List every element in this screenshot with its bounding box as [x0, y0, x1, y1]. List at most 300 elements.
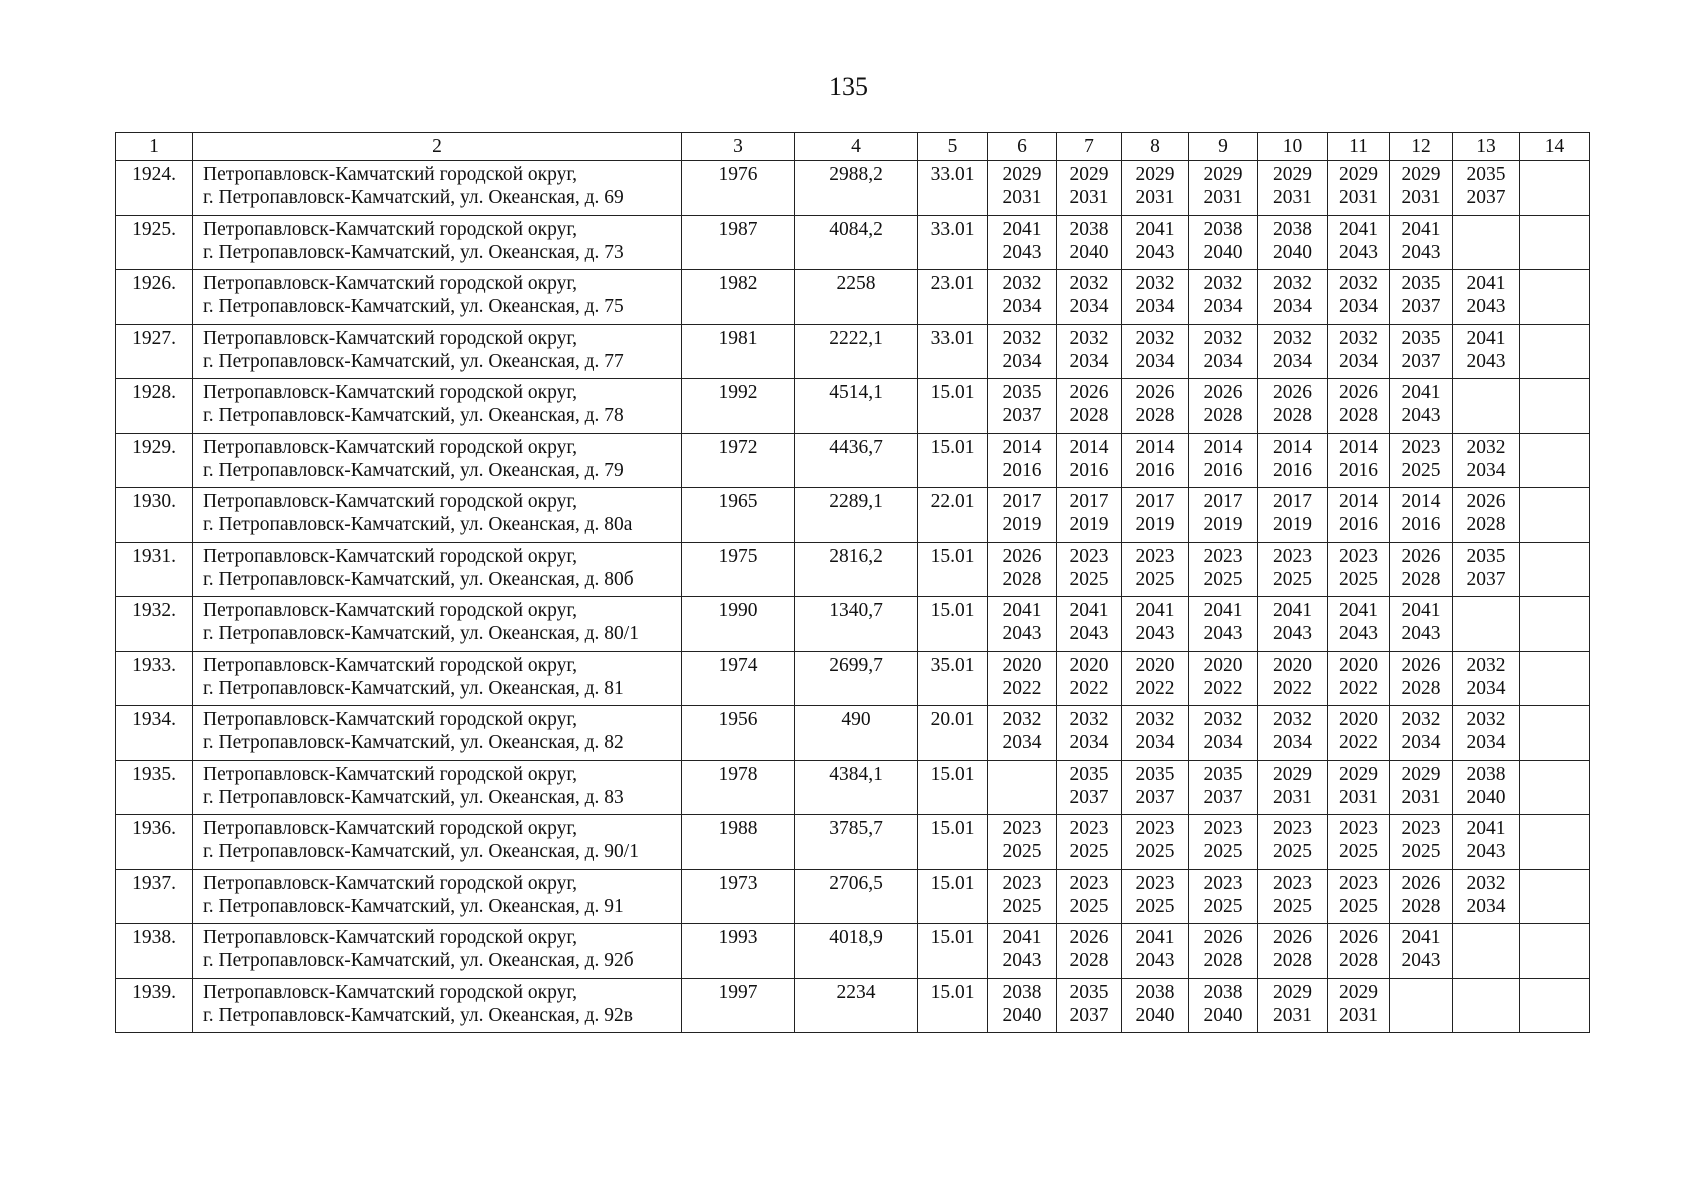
- period-end-year: 2028: [1401, 895, 1441, 917]
- period-cell: [1520, 869, 1590, 924]
- period-cell: [988, 433, 1057, 488]
- period-start-year: 2023: [1273, 545, 1312, 567]
- address-line-street: г. Петропавловск-Камчатский, ул. Океанская, д. 90/1: [203, 841, 639, 862]
- address-line-district: Петропавловск-Камчатский городской округ,: [203, 818, 578, 839]
- period-start-year: 2038: [1002, 981, 1042, 1003]
- column-header: 5: [918, 133, 988, 161]
- period-cell: [1328, 706, 1390, 761]
- period-cell: [1258, 760, 1328, 815]
- table-row: [116, 924, 1590, 979]
- address-cell: [193, 815, 682, 870]
- period-end-year: 2034: [1466, 677, 1506, 699]
- period-end-year: 2028: [1203, 405, 1243, 426]
- address-line-street: г. Петропавловск-Камчатский, ул. Океанская, д. 82: [203, 732, 624, 753]
- period-start-year: 2023: [1339, 818, 1378, 839]
- period-end-year: 2028: [1339, 950, 1378, 971]
- period-start-year: 2041: [1135, 600, 1175, 621]
- period-cell: [1520, 760, 1590, 815]
- period-start-year: 2032: [1401, 709, 1441, 730]
- period-cell: [1328, 270, 1390, 325]
- period-start-year: 2032: [1002, 273, 1042, 294]
- row-number: 1931.: [116, 542, 193, 597]
- period-start-year: 2035: [1401, 327, 1441, 349]
- column-header: 4: [795, 133, 918, 161]
- address-line-district: Петропавловск-Камчатский городской округ,: [203, 491, 578, 512]
- period-start-year: 2014: [1002, 436, 1042, 458]
- period-start-year: 2035: [1069, 981, 1109, 1003]
- period-cell: [1258, 978, 1328, 1033]
- period-end-year: 2040: [1002, 1004, 1042, 1026]
- period-start-year: 2041: [1401, 927, 1441, 948]
- period-cell: [1258, 270, 1328, 325]
- total-area: 4084,2: [795, 215, 918, 270]
- period-cell: [1189, 433, 1258, 488]
- address-line-district: Петропавловск-Камчатский городской округ,: [203, 436, 578, 458]
- period-start-year: 2035: [1069, 763, 1109, 785]
- period-start-year: 2020: [1203, 654, 1243, 676]
- period-end-year: 2037: [1203, 786, 1243, 808]
- period-end-year: 2019: [1002, 514, 1042, 535]
- address-line-street: г. Петропавловск-Камчатский, ул. Океанская, д. 81: [203, 677, 624, 699]
- period-end-year: 2043: [1466, 841, 1506, 862]
- period-end-year: 2043: [1339, 623, 1378, 644]
- address-line-district: Петропавловск-Камчатский городской округ,: [203, 382, 578, 403]
- period-start-year: 2029: [1339, 981, 1378, 1003]
- period-end-year: 2037: [1069, 1004, 1109, 1026]
- period-cell: [1122, 324, 1189, 379]
- period-cell: [988, 270, 1057, 325]
- period-cell: [1122, 433, 1189, 488]
- period-start-year: 2023: [1401, 436, 1441, 458]
- period-cell: [988, 215, 1057, 270]
- column-header: 11: [1328, 133, 1390, 161]
- table-row: [116, 597, 1590, 652]
- construction-year: 1997: [682, 978, 795, 1033]
- period-start-year: 2026: [1466, 491, 1506, 512]
- period-end-year: 2025: [1401, 459, 1441, 481]
- period-end-year: 2043: [1466, 296, 1506, 317]
- period-cell: [1453, 815, 1520, 870]
- period-start-year: 2029: [1339, 164, 1378, 185]
- period-cell: [988, 651, 1057, 706]
- period-cell: [1057, 869, 1122, 924]
- period-end-year: 2028: [1273, 950, 1312, 971]
- period-cell: [1328, 760, 1390, 815]
- period-cell: [1189, 488, 1258, 543]
- period-start-year: 2014: [1069, 436, 1109, 458]
- period-end-year: 2025: [1273, 895, 1312, 917]
- period-start-year: 2032: [1135, 709, 1175, 730]
- table-row: [116, 542, 1590, 597]
- period-start-year: 2032: [1069, 273, 1109, 294]
- period-end-year: 2022: [1135, 677, 1175, 699]
- period-start-year: 2026: [1339, 382, 1378, 403]
- period-end-year: 2028: [1273, 405, 1312, 426]
- period-cell: [1520, 706, 1590, 761]
- period-start-year: 2029: [1069, 164, 1109, 185]
- period-cell: [1189, 651, 1258, 706]
- period-cell: [1328, 978, 1390, 1033]
- period-cell: [1390, 161, 1453, 216]
- period-start-year: 2041: [1002, 927, 1042, 948]
- table-row: [116, 706, 1590, 761]
- column-header: 7: [1057, 133, 1122, 161]
- period-start-year: 2041: [1466, 327, 1506, 349]
- period-start-year: 2026: [1401, 545, 1441, 567]
- period-cell: [1453, 270, 1520, 325]
- period-end-year: 2028: [1401, 568, 1441, 590]
- period-end-year: 2043: [1203, 623, 1243, 644]
- total-area: 2988,2: [795, 161, 918, 216]
- period-cell: [1453, 433, 1520, 488]
- period-end-year: 2034: [1069, 350, 1109, 372]
- period-cell: [988, 760, 1057, 815]
- period-end-year: 2028: [1339, 405, 1378, 426]
- period-start-year: 2041: [1339, 218, 1378, 240]
- construction-year: 1990: [682, 597, 795, 652]
- column-header: 3: [682, 133, 795, 161]
- period-cell: [1520, 978, 1590, 1033]
- table-row: [116, 760, 1590, 815]
- period-cell: [1122, 488, 1189, 543]
- period-cell: [1189, 978, 1258, 1033]
- period-start-year: 2023: [1339, 872, 1378, 894]
- period-cell: [1189, 869, 1258, 924]
- period-cell: [1258, 215, 1328, 270]
- period-cell: [1390, 651, 1453, 706]
- period-start-year: 2035: [1135, 763, 1175, 785]
- column-header: 2: [193, 133, 682, 161]
- period-cell: [1122, 651, 1189, 706]
- construction-year: 1981: [682, 324, 795, 379]
- period-cell: [1390, 869, 1453, 924]
- period-cell: [1520, 270, 1590, 325]
- total-area: 2699,7: [795, 651, 918, 706]
- period-end-year: 2037: [1466, 568, 1506, 590]
- total-area: 2706,5: [795, 869, 918, 924]
- period-start-year: 2029: [1135, 164, 1175, 185]
- period-start-year: 2038: [1069, 218, 1109, 240]
- period-cell: [1453, 924, 1520, 979]
- period-cell: [1328, 324, 1390, 379]
- table-row: [116, 978, 1590, 1033]
- period-start-year: 2035: [1401, 273, 1441, 294]
- address-cell: [193, 488, 682, 543]
- construction-year: 1975: [682, 542, 795, 597]
- address-line-district: Петропавловск-Камчатский городской округ,: [203, 654, 578, 676]
- address-cell: [193, 161, 682, 216]
- address-line-street: г. Петропавловск-Камчатский, ул. Океанская, д. 73: [203, 241, 624, 263]
- period-end-year: 2022: [1002, 677, 1042, 699]
- construction-year: 1976: [682, 161, 795, 216]
- period-end-year: 2016: [1002, 459, 1042, 481]
- total-area: 4436,7: [795, 433, 918, 488]
- construction-year: 1988: [682, 815, 795, 870]
- period-end-year: 2025: [1069, 841, 1109, 862]
- period-cell: [1122, 869, 1189, 924]
- period-end-year: 2028: [1069, 950, 1109, 971]
- address-line-street: г. Петропавловск-Камчатский, ул. Океанская, д. 80а: [203, 514, 633, 535]
- address-line-district: Петропавловск-Камчатский городской округ,: [203, 600, 578, 621]
- address-line-district: Петропавловск-Камчатский городской округ,: [203, 981, 578, 1003]
- period-end-year: 2034: [1203, 350, 1243, 372]
- period-end-year: 2034: [1273, 296, 1312, 317]
- period-start-year: 2029: [1339, 763, 1378, 785]
- period-start-year: 2041: [1466, 273, 1506, 294]
- address-cell: [193, 597, 682, 652]
- period-cell: [988, 978, 1057, 1033]
- period-end-year: 2022: [1339, 677, 1378, 699]
- period-cell: [1520, 815, 1590, 870]
- period-start-year: 2041: [1466, 818, 1506, 839]
- period-cell: [988, 706, 1057, 761]
- period-end-year: 2025: [1135, 895, 1175, 917]
- period-end-year: 2028: [1069, 405, 1109, 426]
- address-line-district: Петропавловск-Камчатский городской округ,: [203, 164, 578, 185]
- period-start-year: 2023: [1273, 818, 1312, 839]
- row-number: 1930.: [116, 488, 193, 543]
- period-cell: [1453, 542, 1520, 597]
- period-start-year: 2026: [1203, 382, 1243, 403]
- period-cell: [1328, 597, 1390, 652]
- total-area: 4018,9: [795, 924, 918, 979]
- period-end-year: 2034: [1466, 459, 1506, 481]
- table-header-row: [116, 133, 1590, 161]
- period-cell: [1258, 869, 1328, 924]
- row-number: 1926.: [116, 270, 193, 325]
- period-start-year: 2020: [1339, 709, 1378, 730]
- code: 23.01: [918, 270, 988, 325]
- period-cell: [1328, 869, 1390, 924]
- period-end-year: 2016: [1203, 459, 1243, 481]
- row-number: 1932.: [116, 597, 193, 652]
- period-start-year: 2020: [1135, 654, 1175, 676]
- period-end-year: 2031: [1401, 187, 1441, 208]
- housing-register-table: [115, 132, 1590, 1033]
- period-start-year: 2023: [1002, 818, 1042, 839]
- code: 15.01: [918, 542, 988, 597]
- address-line-district: Петропавловск-Камчатский городской округ,: [203, 927, 578, 948]
- construction-year: 1993: [682, 924, 795, 979]
- period-end-year: 2025: [1339, 895, 1378, 917]
- row-number: 1936.: [116, 815, 193, 870]
- period-start-year: 2029: [1401, 763, 1441, 785]
- period-start-year: 2029: [1401, 164, 1441, 185]
- construction-year: 1973: [682, 869, 795, 924]
- period-cell: [1390, 542, 1453, 597]
- period-start-year: 2035: [1002, 382, 1042, 403]
- period-cell: [1390, 815, 1453, 870]
- period-cell: [1520, 324, 1590, 379]
- period-end-year: 2034: [1203, 296, 1243, 317]
- period-cell: [1122, 597, 1189, 652]
- period-start-year: 2023: [1069, 545, 1109, 567]
- period-cell: [1057, 379, 1122, 434]
- period-cell: [1057, 270, 1122, 325]
- period-cell: [1328, 433, 1390, 488]
- period-cell: [1258, 433, 1328, 488]
- period-end-year: 2025: [1203, 895, 1243, 917]
- period-cell: [1390, 270, 1453, 325]
- period-start-year: 2032: [1339, 327, 1378, 349]
- period-start-year: 2041: [1069, 600, 1109, 621]
- period-end-year: 2025: [1135, 568, 1175, 590]
- period-end-year: 2022: [1339, 732, 1378, 753]
- period-cell: [1390, 706, 1453, 761]
- period-end-year: 2025: [1273, 841, 1312, 862]
- period-end-year: 2025: [1002, 895, 1042, 917]
- period-end-year: 2043: [1135, 623, 1175, 644]
- period-cell: [1057, 542, 1122, 597]
- period-start-year: 2023: [1401, 818, 1441, 839]
- period-start-year: 2041: [1135, 927, 1175, 948]
- period-end-year: 2034: [1203, 732, 1243, 753]
- period-end-year: 2031: [1339, 1004, 1378, 1026]
- period-start-year: 2023: [1203, 545, 1243, 567]
- period-start-year: 2041: [1273, 600, 1312, 621]
- period-start-year: 2032: [1273, 327, 1312, 349]
- period-end-year: 2034: [1135, 350, 1175, 372]
- period-start-year: 2023: [1069, 818, 1109, 839]
- period-end-year: 2016: [1069, 459, 1109, 481]
- period-end-year: 2040: [1203, 1004, 1243, 1026]
- address-line-district: Петропавловск-Камчатский городской округ,: [203, 763, 578, 785]
- total-area: 1340,7: [795, 597, 918, 652]
- period-end-year: 2025: [1069, 895, 1109, 917]
- table-row: [116, 161, 1590, 216]
- period-start-year: 2041: [1135, 218, 1175, 240]
- address-line-street: г. Петропавловск-Камчатский, ул. Океанская, д. 77: [203, 350, 624, 372]
- period-end-year: 2037: [1401, 350, 1441, 372]
- table-row: [116, 488, 1590, 543]
- address-line-district: Петропавловск-Камчатский городской округ,: [203, 218, 578, 240]
- column-header: 6: [988, 133, 1057, 161]
- period-end-year: 2043: [1401, 405, 1441, 426]
- period-cell: [1057, 760, 1122, 815]
- column-header: 10: [1258, 133, 1328, 161]
- period-cell: [1520, 433, 1590, 488]
- period-cell: [1258, 324, 1328, 379]
- period-start-year: 2032: [1203, 709, 1243, 730]
- period-cell: [1057, 215, 1122, 270]
- table-row: [116, 651, 1590, 706]
- address-line-street: г. Петропавловск-Камчатский, ул. Океанская, д. 75: [203, 296, 624, 317]
- column-header: 12: [1390, 133, 1453, 161]
- period-cell: [1390, 379, 1453, 434]
- period-end-year: 2016: [1339, 514, 1378, 535]
- period-end-year: 2022: [1273, 677, 1312, 699]
- period-cell: [1520, 379, 1590, 434]
- period-end-year: 2028: [1466, 514, 1506, 535]
- period-end-year: 2025: [1203, 841, 1243, 862]
- address-line-street: г. Петропавловск-Камчатский, ул. Океанская, д. 79: [203, 459, 624, 481]
- period-start-year: 2029: [1273, 763, 1312, 785]
- period-end-year: 2025: [1069, 568, 1109, 590]
- period-cell: [1057, 978, 1122, 1033]
- row-number: 1934.: [116, 706, 193, 761]
- period-cell: [1057, 324, 1122, 379]
- period-end-year: 2043: [1401, 950, 1441, 971]
- period-end-year: 2043: [1401, 241, 1441, 263]
- period-end-year: 2037: [1466, 187, 1506, 208]
- period-cell: [988, 597, 1057, 652]
- construction-year: 1978: [682, 760, 795, 815]
- period-cell: [1258, 651, 1328, 706]
- period-cell: [1189, 924, 1258, 979]
- period-cell: [1520, 161, 1590, 216]
- period-start-year: 2038: [1203, 981, 1243, 1003]
- period-cell: [1189, 324, 1258, 379]
- row-number: 1927.: [116, 324, 193, 379]
- code: 15.01: [918, 597, 988, 652]
- period-cell: [1122, 542, 1189, 597]
- period-cell: [1189, 597, 1258, 652]
- period-cell: [1453, 869, 1520, 924]
- period-start-year: 2026: [1339, 927, 1378, 948]
- period-cell: [1328, 215, 1390, 270]
- period-end-year: 2037: [1069, 786, 1109, 808]
- code: 15.01: [918, 978, 988, 1033]
- period-end-year: 2034: [1135, 732, 1175, 753]
- code: 15.01: [918, 379, 988, 434]
- total-area: 2222,1: [795, 324, 918, 379]
- period-start-year: 2032: [1135, 273, 1175, 294]
- period-cell: [1122, 760, 1189, 815]
- table-row: [116, 433, 1590, 488]
- period-end-year: 2043: [1002, 241, 1042, 263]
- period-cell: [1057, 706, 1122, 761]
- period-cell: [1122, 215, 1189, 270]
- period-cell: [1520, 542, 1590, 597]
- period-cell: [1122, 978, 1189, 1033]
- period-start-year: 2017: [1273, 491, 1312, 512]
- address-line-street: г. Петропавловск-Камчатский, ул. Океанская, д. 92б: [203, 950, 634, 971]
- period-start-year: 2026: [1135, 382, 1175, 403]
- period-cell: [988, 161, 1057, 216]
- period-cell: [1453, 161, 1520, 216]
- period-end-year: 2043: [1002, 623, 1042, 644]
- period-cell: [1258, 597, 1328, 652]
- period-cell: [1122, 379, 1189, 434]
- construction-year: 1974: [682, 651, 795, 706]
- period-start-year: 2029: [1273, 164, 1312, 185]
- address-cell: [193, 869, 682, 924]
- period-cell: [1258, 815, 1328, 870]
- period-end-year: 2025: [1339, 568, 1378, 590]
- period-end-year: 2016: [1273, 459, 1312, 481]
- period-end-year: 2034: [1002, 296, 1042, 317]
- period-end-year: 2031: [1339, 786, 1378, 808]
- period-cell: [1453, 706, 1520, 761]
- period-end-year: 2034: [1273, 732, 1312, 753]
- period-end-year: 2022: [1069, 677, 1109, 699]
- code: 22.01: [918, 488, 988, 543]
- period-cell: [1453, 651, 1520, 706]
- period-end-year: 2040: [1273, 241, 1312, 263]
- period-end-year: 2016: [1339, 459, 1378, 481]
- address-line-district: Петропавловск-Камчатский городской округ,: [203, 327, 578, 349]
- address-cell: [193, 978, 682, 1033]
- period-start-year: 2038: [1203, 218, 1243, 240]
- period-start-year: 2029: [1002, 164, 1042, 185]
- period-end-year: 2034: [1466, 732, 1506, 753]
- period-cell: [1390, 760, 1453, 815]
- period-start-year: 2020: [1069, 654, 1109, 676]
- period-cell: [1328, 924, 1390, 979]
- period-start-year: 2017: [1203, 491, 1243, 512]
- code: 33.01: [918, 324, 988, 379]
- period-end-year: 2031: [1273, 786, 1312, 808]
